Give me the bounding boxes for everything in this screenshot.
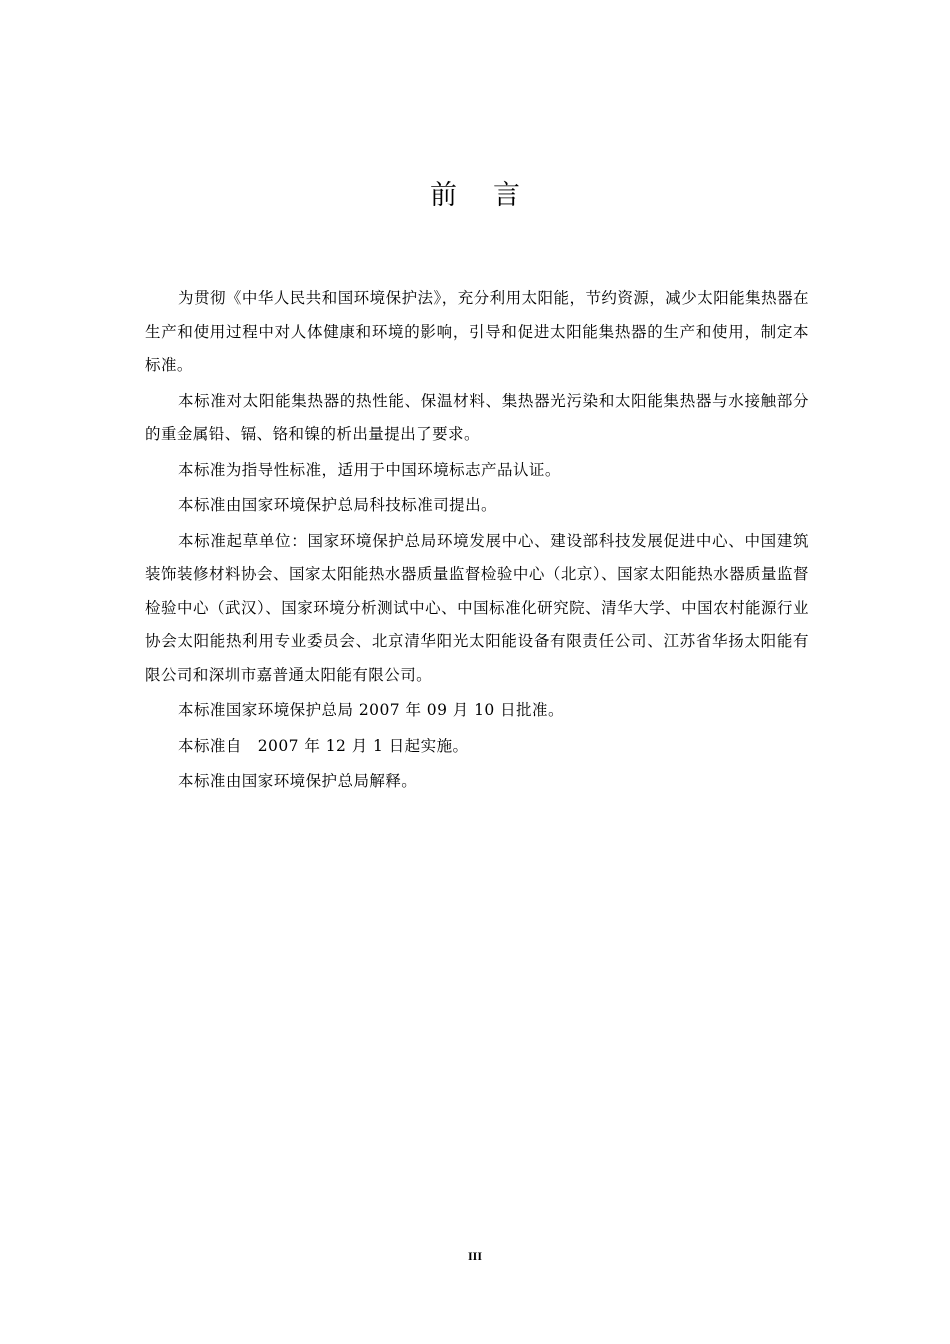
paragraph-scope: 本标准为指导性标准，适用于中国环境标志产品认证。: [178, 460, 561, 479]
paragraph-requirements: 本标准对太阳能集热器的热性能、保温材料、集热器光污染和太阳能集热器与水接触部分的重金属铅、镉、铬和镍的析出量提出了要求。: [145, 391, 809, 443]
paragraph-approval-date: 本标准国家环境保护总局 2007 年 09 月 10 日批准。: [178, 701, 564, 719]
paragraph-purpose: 为贯彻《中华人民共和国环境保护法》，充分利用太阳能，节约资源，减少太阳能集热器在生产和使用过程中对人体健康和环境的影响，引导和促进太阳能集热器的生产和使用，制定本标准。: [145, 289, 809, 374]
paragraph-drafting-units: 本标准起草单位：国家环境保护总局环境发展中心、建设部科技发展促进中心、中国建筑装饰装修材料协会、国家太阳能热水器质量监督检验中心（北京）、国家太阳能热水器质量监督检验中心（武汉）、国家环境分析测试中心、中国标准化研究院、清华大学、中国农村能源行业协会太阳能热利用专业委员会、北京清华阳光太阳能设备有限责任公司、江苏省华扬太阳能有限公司和深圳市嘉普通太阳能有限公司。: [145, 531, 809, 684]
paragraph-interpretation: 本标准由国家环境保护总局解释。: [178, 772, 418, 790]
document-body: [145, 282, 809, 801]
paragraph-effective-date: 本标准自 2007 年 12 月 1 日起实施。: [178, 736, 469, 755]
paragraph-proposer: 本标准由国家环境保护总局科技标准司提出。: [178, 496, 498, 514]
page-title: 前言: [430, 180, 556, 211]
page-number: III: [467, 1249, 482, 1263]
